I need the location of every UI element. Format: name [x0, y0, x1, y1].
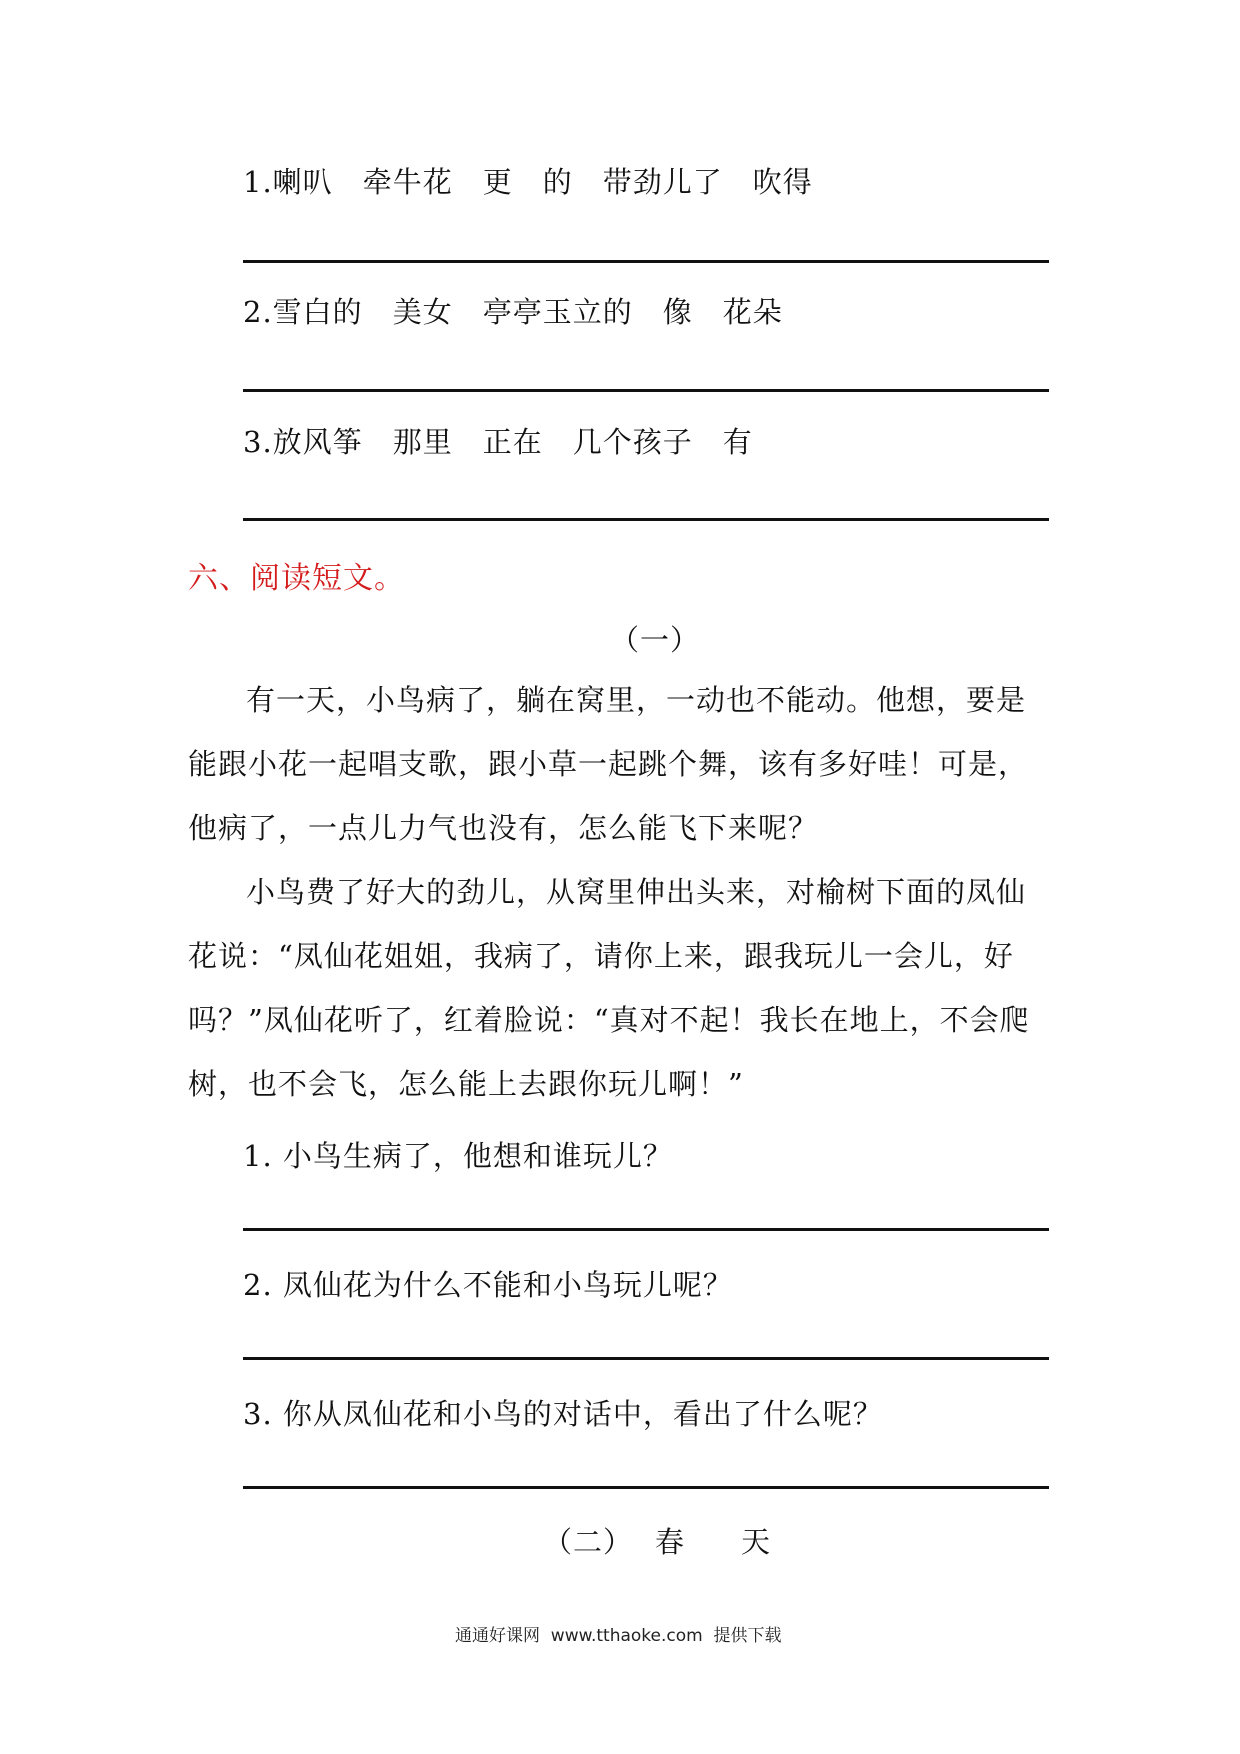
passage-2-title [543, 1520, 771, 1561]
reorder-number: 3. [243, 425, 273, 459]
passage-label: （二） [543, 1525, 634, 1559]
answer-line[interactable] [243, 1486, 1049, 1489]
reorder-number: 2. [243, 295, 273, 329]
word-fragment: 亭亭玉立的 [482, 295, 633, 329]
word-fragment: 更 [482, 165, 513, 199]
reorder-number: 1. [243, 165, 273, 199]
reorder-item-3 [243, 420, 753, 461]
word-fragment: 花朵 [722, 295, 783, 329]
answer-line[interactable] [243, 518, 1049, 521]
answer-line[interactable] [243, 1228, 1049, 1231]
word-fragment: 美女 [392, 295, 453, 329]
word-fragment: 吹得 [752, 165, 813, 199]
passage-paragraph: 小鸟费了好大的劲儿，从窝里伸出头来，对榆树下面的凤仙花说：“凤仙花姐姐，我病了，请你上来，跟我玩儿一会儿，好吗？”凤仙花听了，红着脸说：“真对不起！我长在地上，不会爬树，也不会飞，怎么能上去跟你玩儿啊！” [188, 875, 1030, 1101]
word-fragment: 喇叭 [272, 165, 333, 199]
title-char: 春 [655, 1525, 686, 1559]
title-char: 天 [741, 1525, 772, 1559]
answer-line[interactable] [243, 1357, 1049, 1360]
passage-body [188, 668, 1054, 1116]
section-heading: 六、阅读短文。 [188, 561, 405, 596]
word-fragment: 带劲儿了 [602, 165, 723, 199]
word-fragment: 的 [542, 165, 573, 199]
word-fragment: 几个孩子 [572, 425, 693, 459]
word-fragment: 正在 [482, 425, 543, 459]
answer-line[interactable] [243, 260, 1049, 263]
question-1: 1. 小鸟生病了，他想和谁玩儿？ [243, 1139, 673, 1173]
word-fragment: 那里 [392, 425, 453, 459]
answer-line[interactable] [243, 389, 1049, 392]
reorder-item-2 [243, 290, 783, 331]
word-fragment: 有 [722, 425, 753, 459]
passage-label: （一） [610, 623, 701, 657]
question-2: 2. 凤仙花为什么不能和小鸟玩儿呢？ [243, 1268, 733, 1302]
word-fragment: 雪白的 [272, 295, 363, 329]
footer-credit: 通通好课网 www.tthaoke.com 提供下载 [455, 1626, 782, 1646]
word-fragment: 放风筝 [272, 425, 363, 459]
word-fragment: 牵牛花 [362, 165, 453, 199]
reorder-item-1 [243, 160, 813, 201]
passage-paragraph: 有一天，小鸟病了，躺在窝里，一动也不能动。他想，要是能跟小花一起唱支歌，跟小草一起跳个舞，该有多好哇！可是，他病了，一点儿力气也没有，怎么能飞下来呢？ [188, 683, 1029, 845]
word-fragment: 像 [662, 295, 693, 329]
question-3: 3. 你从凤仙花和小鸟的对话中，看出了什么呢？ [243, 1397, 883, 1431]
